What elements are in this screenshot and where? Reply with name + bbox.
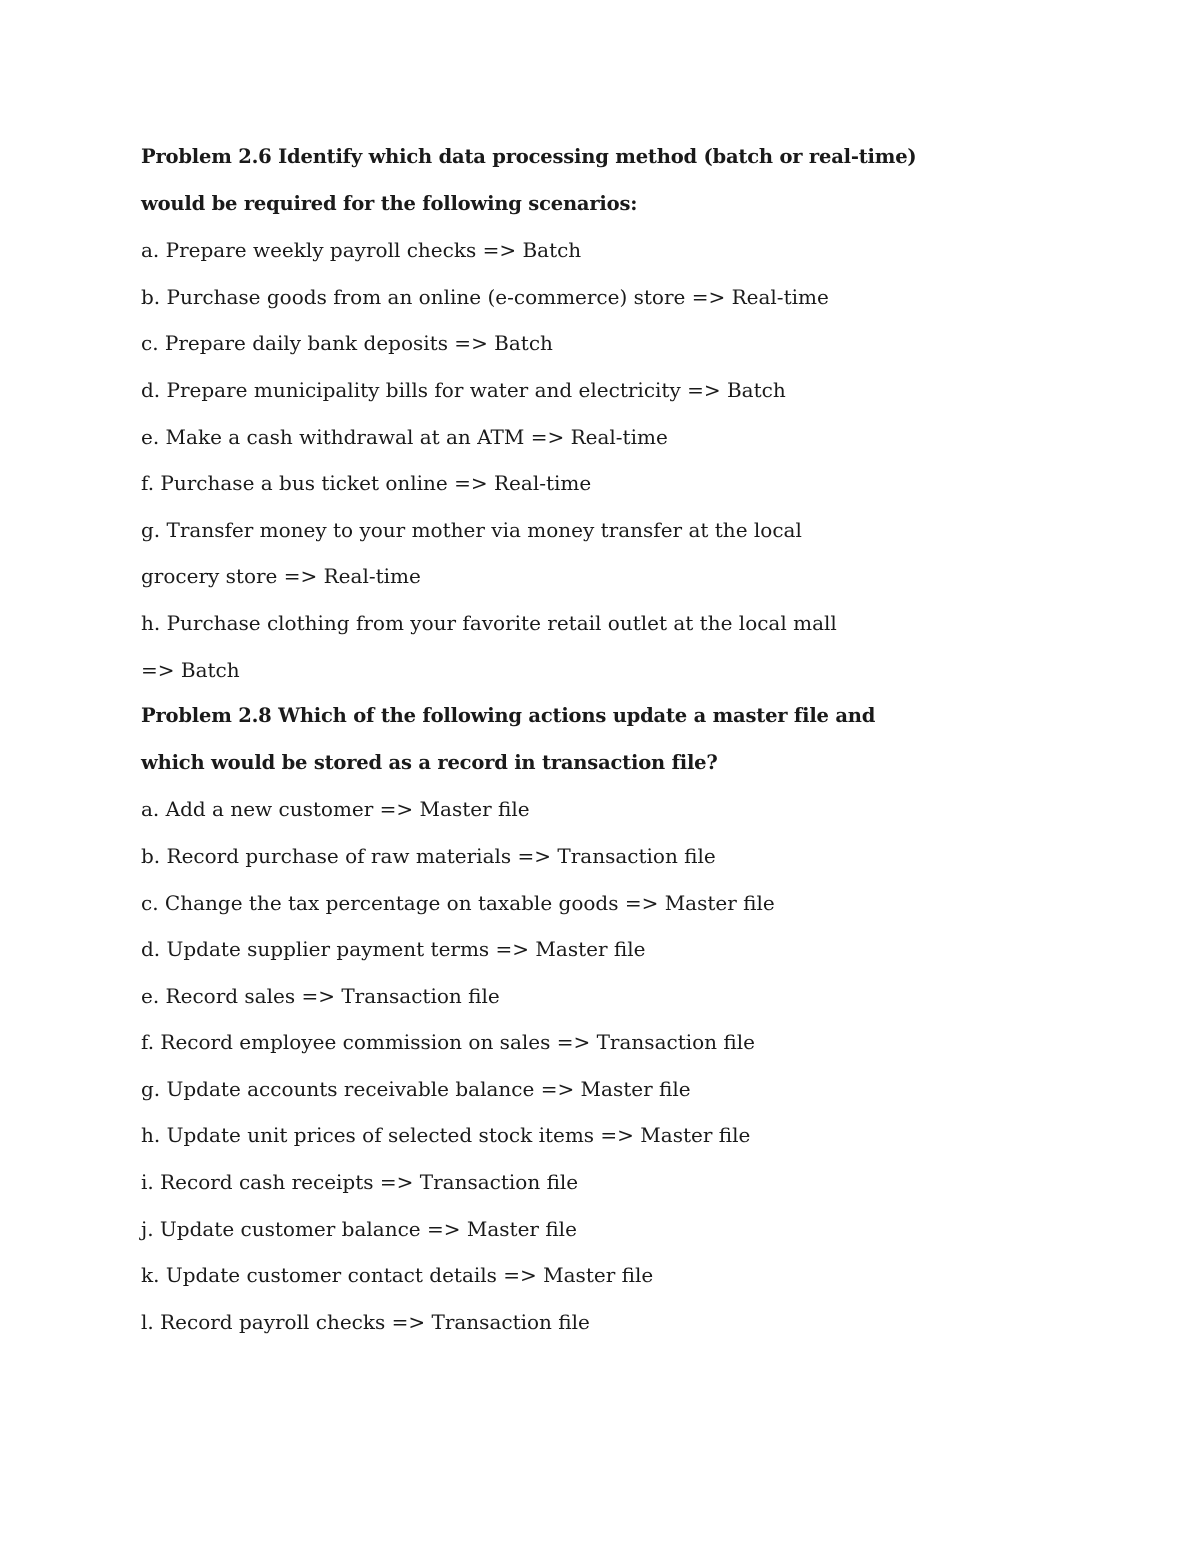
problem-2-6-item-g-continued: grocery store => Real-time (141, 564, 421, 589)
problem-2-8-item-d: d. Update supplier payment terms => Master file (141, 937, 646, 962)
problem-2-6-item-c: c. Prepare daily bank deposits => Batch (141, 331, 553, 356)
problem-2-8-item-k: k. Update customer contact details => Master file (141, 1263, 654, 1288)
problem-2-8-item-c: c. Change the tax percentage on taxable goods => Master file (141, 890, 775, 915)
problem-2-6-item-b: b. Purchase goods from an online (e-commerce) store => Real-time (141, 284, 829, 309)
problem-2-6-heading-line-1: Problem 2.6 Identify which data processing method (batch or real-time) (141, 145, 917, 168)
problem-2-8-item-j: j. Update customer balance => Master file (141, 1216, 577, 1241)
document-body (141, 134, 1101, 1345)
problem-2-6-item-e: e. Make a cash withdrawal at an ATM => Real-time (141, 424, 668, 449)
problem-2-8-item-h: h. Update unit prices of selected stock items => Master file (141, 1123, 751, 1148)
problem-2-8-item-a: a. Add a new customer => Master file (141, 797, 530, 822)
problem-2-6-item-d: d. Prepare municipality bills for water and electricity => Batch (141, 377, 786, 402)
problem-2-6-item-h: h. Purchase clothing from your favorite retail outlet at the local mall (141, 610, 837, 635)
problem-2-6-item-g: g. Transfer money to your mother via money transfer at the local (141, 517, 802, 542)
problem-2-8-item-g: g. Update accounts receivable balance => Master file (141, 1076, 691, 1101)
problem-2-6-heading-line-2: would be required for the following scenarios: (141, 191, 638, 215)
problem-2-8-item-e: e. Record sales => Transaction file (141, 983, 500, 1008)
problem-2-6-item-f: f. Purchase a bus ticket online => Real-time (141, 471, 592, 496)
problem-2-8-heading-line-2: which would be stored as a record in transaction file? (141, 750, 718, 774)
problem-2-8-item-i: i. Record cash receipts => Transaction file (141, 1170, 579, 1195)
problem-2-8-heading-line-1: Problem 2.8 Which of the following actions update a master file and (141, 704, 876, 728)
problem-2-6-item-a: a. Prepare weekly payroll checks => Batch (141, 238, 582, 263)
problem-2-6-item-h-continued: => Batch (141, 657, 240, 682)
problem-2-8-item-b: b. Record purchase of raw materials => Transaction file (141, 843, 716, 868)
problem-2-8-item-l: l. Record payroll checks => Transaction file (141, 1309, 590, 1334)
problem-2-8-item-f: f. Record employee commission on sales => Transaction file (141, 1030, 755, 1055)
